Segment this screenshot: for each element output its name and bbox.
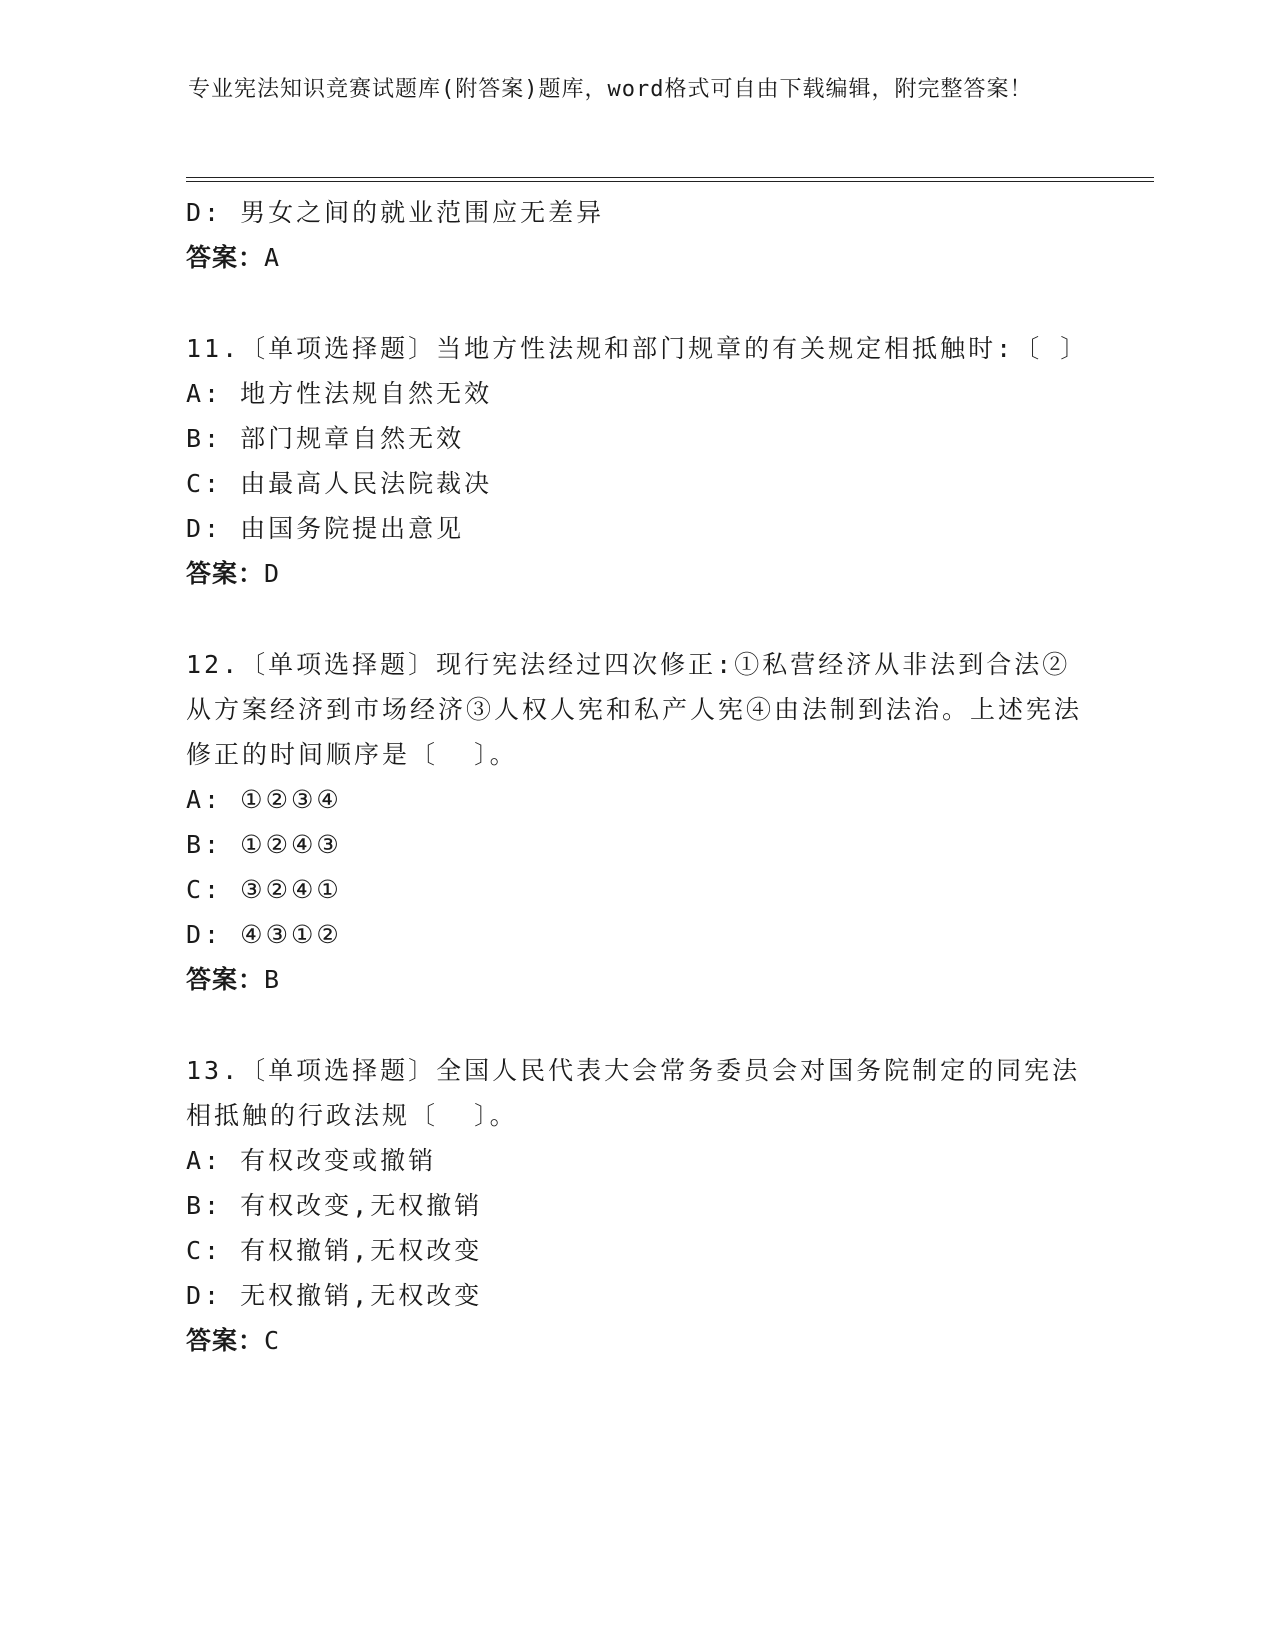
option-b: B: 部门规章自然无效 xyxy=(186,424,465,453)
header-divider xyxy=(186,177,1154,182)
question-block-12 xyxy=(186,642,1086,1002)
question-text: 12.〔单项选择题〕现行宪法经过四次修正:①私营经济从非法到合法②从方案经济到市场经济③人权人宪和私产人宪④由法制到法治。上述宪法修正的时间顺序是〔 〕。 xyxy=(186,650,1083,769)
option-c: C: ③②④① xyxy=(186,875,342,904)
option-a: A: 有权改变或撤销 xyxy=(186,1146,437,1175)
question-list xyxy=(186,190,1089,1363)
question-text: 11.〔单项选择题〕当地方性法规和部门规章的有关规定相抵触时:〔 〕 xyxy=(186,334,1089,363)
option-a: A: ①②③④ xyxy=(186,785,342,814)
question-block-13 xyxy=(186,1048,1086,1363)
answer-line xyxy=(186,235,1086,280)
option-d: D: 由国务院提出意见 xyxy=(186,514,465,543)
question-text: 13.〔单项选择题〕全国人民代表大会常务委员会对国务院制定的同宪法相抵触的行政法规〔 〕。 xyxy=(186,1056,1081,1130)
answer-label: 答案： xyxy=(186,559,265,588)
page-header: 专业宪法知识竞赛试题库(附答案)题库，word格式可自由下载编辑，附完整答案！ xyxy=(188,77,1033,102)
option-c: C: 由最高人民法院裁决 xyxy=(186,469,493,498)
option-c: C: 有权撤销,无权改变 xyxy=(186,1236,483,1265)
question-block-10 xyxy=(186,190,1086,280)
option-b: B: ①②④③ xyxy=(186,830,342,859)
answer-value: D xyxy=(264,559,281,588)
option-d: D: 男女之间的就业范围应无差异 xyxy=(186,198,605,227)
answer-line xyxy=(186,957,1086,1002)
answer-label: 答案： xyxy=(186,243,265,272)
question-block-11 xyxy=(186,326,1089,596)
answer-label: 答案： xyxy=(186,1326,265,1355)
option-d: D: 无权撤销,无权改变 xyxy=(186,1281,483,1310)
answer-value: C xyxy=(264,1326,281,1355)
answer-line xyxy=(186,1318,1086,1363)
answer-value: A xyxy=(264,243,281,272)
option-b: B: 有权改变,无权撤销 xyxy=(186,1191,483,1220)
option-a: A: 地方性法规自然无效 xyxy=(186,379,493,408)
answer-line xyxy=(186,551,1086,596)
option-d: D: ④③①② xyxy=(186,920,342,949)
answer-label: 答案： xyxy=(186,965,265,994)
answer-value: B xyxy=(264,965,281,994)
